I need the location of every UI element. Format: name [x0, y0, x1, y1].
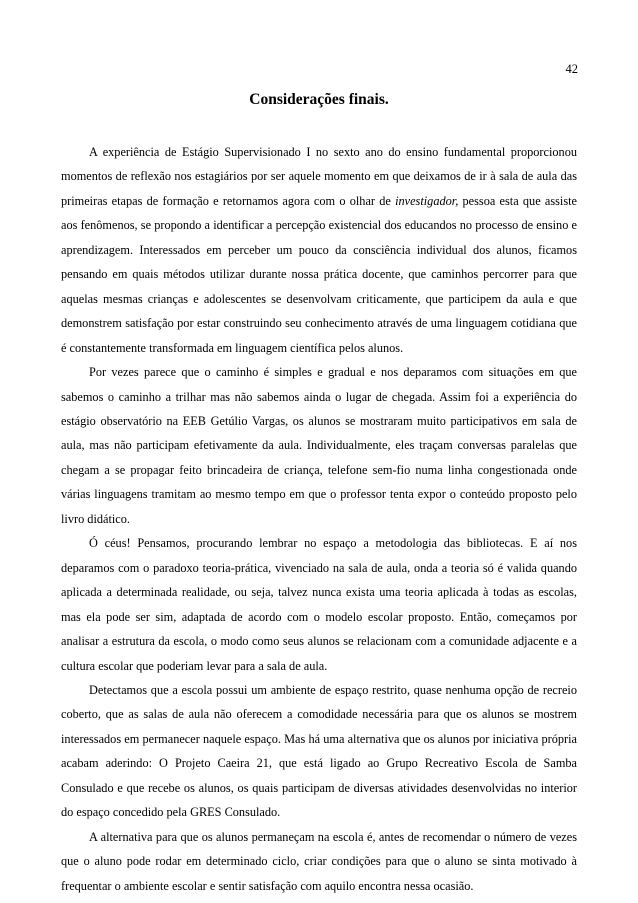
paragraph-4: Detectamos que a escola possui um ambiente de espaço restrito, quase nenhuma opção de recreio coberto, que as salas de aula não oferecem a comodidade necessária para que os alunos se mostrem interessados em permanecer naquele espaço. Mas há uma alternativa que os alunos por iniciativa própria acabam aderindo: O Projeto Caeira 21, que está ligado ao Grupo Recreativo Escola de Samba Consulado e que recebe os alunos, os quais participam de diversas atividades desenvolvidas no interior do espaço concedido pela GRES Consulado.: [61, 682, 577, 820]
section-title: Considerações finais.: [249, 91, 389, 108]
page-number: 42: [565, 62, 578, 76]
paragraph-1: [61, 140, 577, 360]
paragraph-3: Ó céus! Pensamos, procurando lembrar no espaço a metodologia das bibliotecas. E aí nos deparamos com o paradoxo teoria-prática, vivenciado na sala de aula, onda a teoria só é valida quando aplicada a determinada realidade, ou seja, talvez nunca exista uma teoria aplicada à todas as escolas, mas ela pode ser sim, adaptada de acordo com o modelo escolar proposto. Então, começamos por analisar a estrutura da escola, o modo como seus alunos se relacionam com a comunidade adjacente e a cultura escolar que poderiam levar para a sala de aula.: [61, 536, 577, 673]
paragraph-1-emphasis: investigador,: [395, 193, 459, 208]
paragraph-1-text-end: pessoa esta que assiste aos fenômenos, se propondo a identificar a percepção existencial dos educandos no processo de ensino e aprendizagem. Interessados em perceber um pouco da consciência individual dos alunos, ficamos pensando em quais métodos utilizar durante nossa prática docente, que caminhos percorrer para que aquelas mesmas crianças e adolescentes se desenvolvam criticamente, que participem da aula e que demonstrem satisfação por estar construindo seu conhecimento através de uma linguagem cotidiana que é constantemente transformada em linguagem científica pelos alunos.: [61, 193, 577, 355]
paragraph-1-text-start: A experiência de Estágio Supervisionado I no sexto ano do ensino fundamental proporcionou momentos de reflexão nos estagiários por ser aquele momento em que deixamos de ir à sala de aula das primeiras etapas de formação e retornamos agora com o olhar de: [61, 145, 577, 208]
paragraph-5: A alternativa para que os alunos permaneçam na escola é, antes de recomendar o número de vezes que o aluno pode rodar em determinado ciclo, criar condições para que o aluno se sinta motivado à frequentar o ambiente escolar e sentir satisfação com aquilo encontra nessa ocasião.: [61, 829, 577, 893]
document-body: [61, 140, 577, 898]
paragraph-2: Por vezes parece que o caminho é simples e gradual e nos deparamos com situações em que sabemos o caminho a trilhar mas não sabemos ainda o lugar de chegada. Assim foi a experiência do estágio observatório na EEB Getúlio Vargas, os alunos se mostraram muito participativos em sala de aula, mas não participam efetivamente da aula. Individualmente, eles traçam conversas paralelas que chegam a se propagar feito brincadeira de criança, telefone sem-fio numa linha congestionada onde várias linguagens tramitam ao mesmo tempo em que o professor tenta expor o conteúdo proposto pelo livro didático.: [61, 365, 577, 526]
